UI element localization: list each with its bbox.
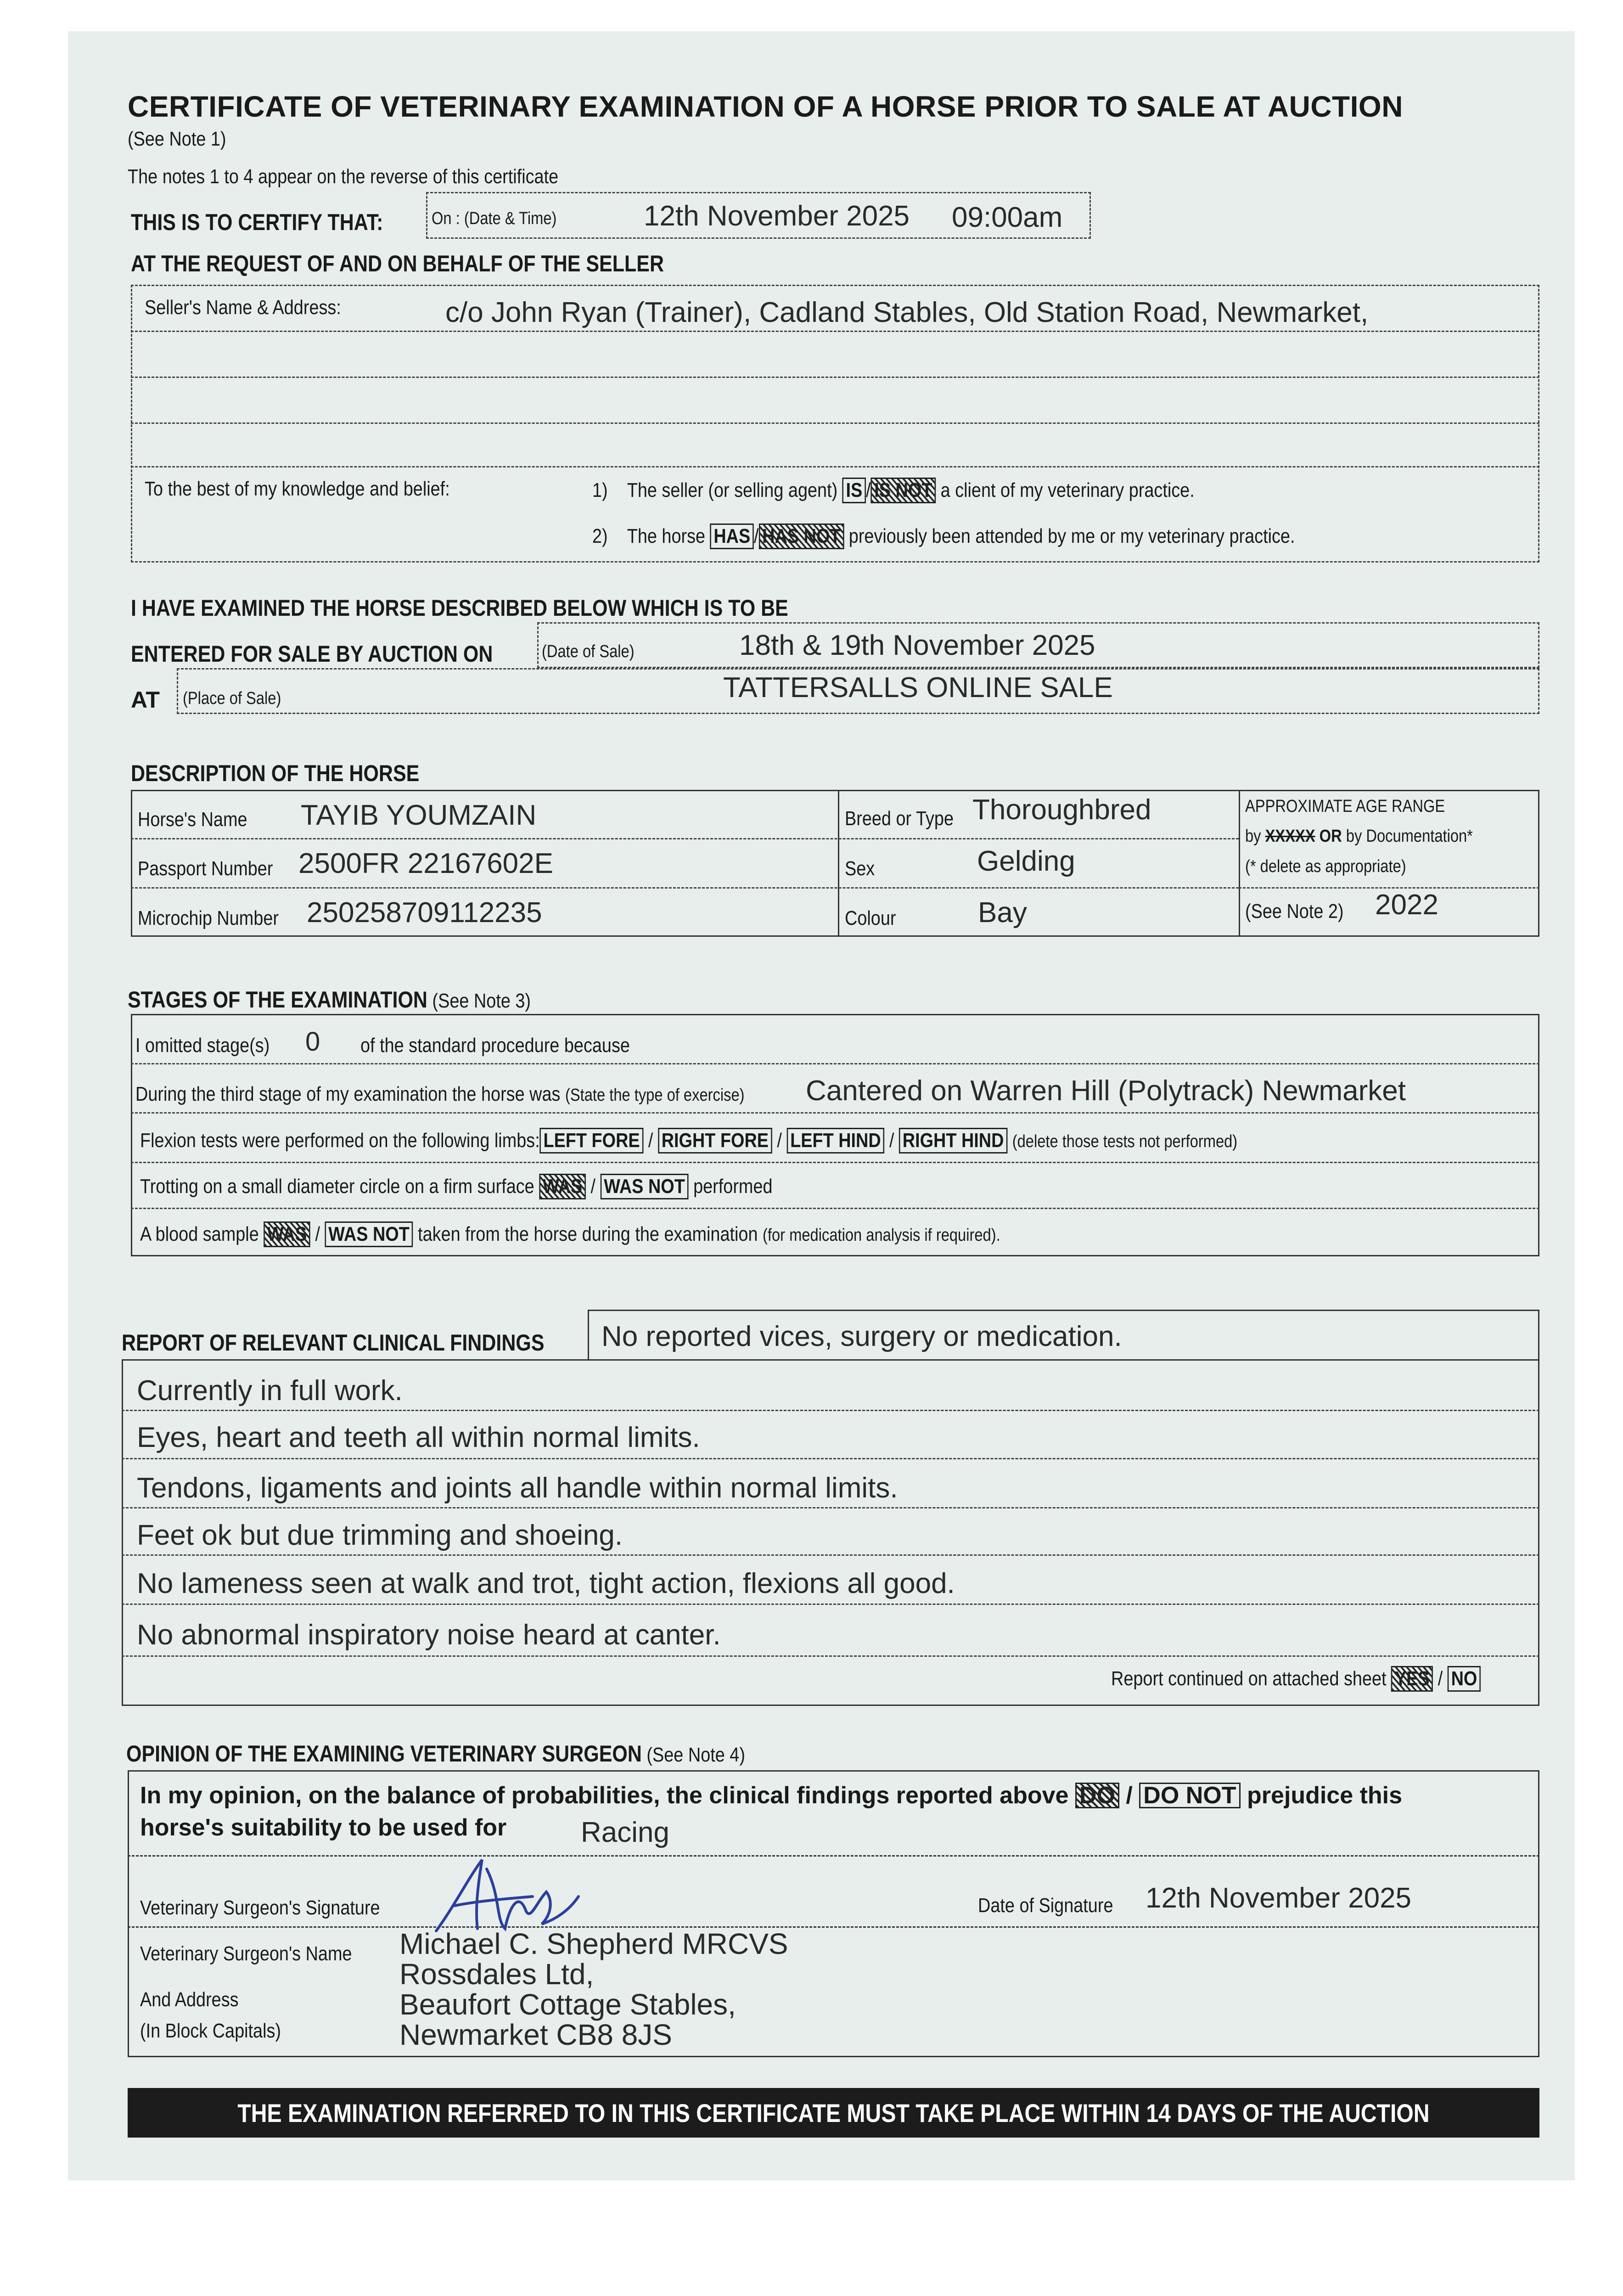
see-note-1: (See Note 1) — [128, 128, 226, 150]
report-rule-1 — [122, 1410, 1539, 1411]
stages-heading: STAGES OF THE EXAMINATION (See Note 3) — [128, 987, 531, 1013]
date-of-sale-label: (Date of Sale) — [542, 642, 635, 661]
option-is-not-deleted: IS NOT — [870, 478, 936, 503]
opinion-do-not: DO NOT — [1139, 1783, 1240, 1808]
stages-row-4 — [131, 1208, 1539, 1209]
vet-line: Rossdales Ltd, — [399, 1958, 594, 1991]
report-rule-5 — [122, 1604, 1539, 1605]
omitted-stages-reason: of the standard procedure because — [360, 1034, 630, 1057]
signature-date-label: Date of Signature — [978, 1894, 1113, 1917]
omitted-stages-value: 0 — [305, 1027, 320, 1057]
vet-line: Newmarket CB8 8JS — [399, 2018, 672, 2051]
horse-name-label: Horse's Name — [138, 808, 247, 831]
description-divider-1 — [838, 790, 839, 937]
trot-was-deleted: WAS — [539, 1174, 586, 1199]
vet-block-capitals-label: (In Block Capitals) — [140, 2020, 281, 2042]
opinion-do-deleted: DO — [1075, 1783, 1119, 1808]
third-stage-exercise: Cantered on Warren Hill (Polytrack) Newmarket — [806, 1075, 1406, 1107]
trotting-row: Trotting on a small diameter circle on a firm surface WAS / WAS NOT performed — [140, 1174, 876, 1199]
flexion-right-hind: RIGHT HIND — [899, 1128, 1007, 1154]
trot-was-not: WAS NOT — [600, 1174, 688, 1199]
seller-address: c/o John Ryan (Trainer), Cadland Stables, Old Station Road, Newmarket, — [445, 297, 1369, 328]
report-line: Tendons, ligaments and joints all handle within normal limits. — [137, 1472, 898, 1504]
sex-label: Sex — [845, 857, 875, 880]
age-value: 2022 — [1375, 889, 1438, 921]
flexion-tests-row: Flexion tests were performed on the following limbs: LEFT FORE / RIGHT FORE / LEFT HIND / RIGHT HIND (delete those tests not performed) — [140, 1128, 1416, 1154]
passport-number: 2500FR 22167602E — [298, 848, 554, 879]
report-line: No abnormal inspiratory noise heard at canter. — [137, 1619, 721, 1651]
option-is: IS — [842, 478, 866, 503]
examined-heading: I HAVE EXAMINED THE HORSE DESCRIBED BELOW WHICH IS TO BE — [131, 595, 788, 621]
footer-banner: THE EXAMINATION REFERRED TO IN THIS CERTIFICATE MUST TAKE PLACE WITHIN 14 DAYS OF THE AUCTION — [128, 2088, 1539, 2138]
certificate-title: CERTIFICATE OF VETERINARY EXAMINATION OF A HORSE PRIOR TO SALE AT AUCTION — [128, 90, 1403, 123]
report-first-line: No reported vices, surgery or medication. — [601, 1321, 1122, 1352]
opinion-heading: OPINION OF THE EXAMINING VETERINARY SURGEON (See Note 4) — [126, 1741, 745, 1767]
description-row-1 — [131, 838, 1239, 839]
age-method-deleted: XXXXX — [1265, 827, 1315, 846]
horse-name: TAYIB YOUMZAIN — [301, 799, 537, 831]
microchip-number: 250258709112235 — [307, 897, 542, 929]
passport-label: Passport Number — [138, 857, 273, 880]
stages-row-1 — [131, 1063, 1539, 1064]
report-rule-6 — [122, 1655, 1539, 1657]
opinion-use: Racing — [581, 1817, 669, 1848]
opinion-statement: In my opinion, on the balance of probabilities, the clinical findings reported above DO / DO NOT prejudice this — [140, 1782, 1403, 1809]
exam-date: 12th November 2025 — [644, 200, 910, 232]
vet-address-label: And Address — [140, 1988, 239, 2011]
vet-line: Michael C. Shepherd MRCVS — [399, 1927, 788, 1960]
knowledge-item-1: 1) The seller (or selling agent) IS / IS NOT a client of my veterinary practice. — [592, 478, 1292, 503]
colour-value: Bay — [978, 897, 1027, 929]
report-line: No lameness seen at walk and trot, tight action, flexions all good. — [137, 1568, 955, 1599]
request-label: AT THE REQUEST OF AND ON BEHALF OF THE SELLER — [131, 251, 664, 276]
flexion-right-fore: RIGHT FORE — [658, 1128, 772, 1154]
continued-yes-deleted: YES — [1391, 1666, 1433, 1692]
microchip-label: Microchip Number — [138, 907, 279, 929]
continued-no: NO — [1448, 1666, 1481, 1692]
opinion-rule-2 — [128, 1926, 1539, 1928]
knowledge-item-2: 2) The horse HAS / HAS NOT previously been attended by me or my veterinary practice. — [592, 523, 1410, 549]
vet-name-label: Veterinary Surgeon's Name — [140, 1942, 352, 1965]
age-delete-note: (* delete as appropriate) — [1245, 857, 1406, 876]
report-rule-3 — [122, 1507, 1539, 1508]
description-row-2 — [131, 887, 1239, 889]
blood-was-not: WAS NOT — [325, 1221, 413, 1247]
report-line: Eyes, heart and teeth all within normal limits. — [137, 1422, 700, 1453]
seller-line-4 — [131, 466, 1539, 467]
entered-label: ENTERED FOR SALE BY AUCTION ON — [131, 641, 493, 667]
breed-label: Breed or Type — [845, 807, 954, 830]
report-line: Feet ok but due trimming and shoeing. — [137, 1519, 623, 1551]
report-rule-4 — [122, 1554, 1539, 1556]
certify-label: THIS IS TO CERTIFY THAT: — [131, 209, 383, 235]
description-heading: DESCRIPTION OF THE HORSE — [131, 760, 420, 786]
description-divider-2 — [1239, 790, 1240, 937]
signature-label: Veterinary Surgeon's Signature — [140, 1896, 380, 1919]
age-see-note-2: (See Note 2) — [1245, 900, 1344, 923]
opinion-rule-1 — [128, 1855, 1539, 1857]
omitted-stages-row: I omitted stage(s) — [135, 1034, 270, 1057]
at-label: AT — [131, 687, 160, 713]
blood-sample-row: A blood sample WAS / WAS NOT taken from the horse during the examination (for medication analysis if required). — [140, 1221, 1140, 1247]
vet-line: Beaufort Cottage Stables, — [399, 1988, 736, 2021]
opinion-suitability-label: horse's suitability to be used for — [140, 1814, 507, 1841]
knowledge-label: To the best of my knowledge and belief: — [145, 478, 450, 500]
blood-was-deleted: WAS — [264, 1221, 310, 1247]
seller-line-3 — [131, 422, 1539, 424]
colour-label: Colour — [845, 907, 896, 929]
seller-line-2 — [131, 377, 1539, 378]
report-rule-2 — [122, 1458, 1539, 1459]
place-of-sale-label: (Place of Sale) — [183, 689, 281, 708]
seller-line-1 — [131, 331, 1539, 332]
seller-label: Seller's Name & Address: — [145, 296, 341, 319]
sex-value: Gelding — [977, 845, 1075, 877]
stages-row-3 — [131, 1162, 1539, 1163]
report-heading: REPORT OF RELEVANT CLINICAL FINDINGS — [122, 1330, 545, 1356]
breed-value: Thoroughbred — [972, 794, 1151, 826]
signature-date: 12th November 2025 — [1146, 1882, 1412, 1914]
exam-time: 09:00am — [952, 202, 1063, 233]
on-date-time-label: On : (Date & Time) — [432, 209, 557, 228]
report-continued-row: Report continued on attached sheet YES / NO — [1111, 1666, 1541, 1692]
sale-place: TATTERSALLS ONLINE SALE — [723, 672, 1113, 703]
stages-row-2 — [131, 1112, 1539, 1114]
vet-name-address — [399, 1929, 788, 2050]
third-stage-label: During the third stage of my examination the horse was (State the type of exercise) — [135, 1083, 745, 1105]
flexion-left-hind: LEFT HIND — [786, 1128, 884, 1154]
notes-info: The notes 1 to 4 appear on the reverse of this certificate — [128, 165, 559, 188]
option-has: HAS — [710, 523, 754, 549]
sale-date: 18th & 19th November 2025 — [739, 630, 1095, 661]
flexion-left-fore: LEFT FORE — [540, 1128, 644, 1154]
report-line: Currently in full work. — [137, 1375, 403, 1407]
option-has-not-deleted: HAS NOT — [759, 523, 844, 549]
age-range-title: APPROXIMATE AGE RANGE — [1245, 797, 1445, 816]
age-range-method: by XXXXX OR by Documentation* — [1245, 827, 1473, 846]
